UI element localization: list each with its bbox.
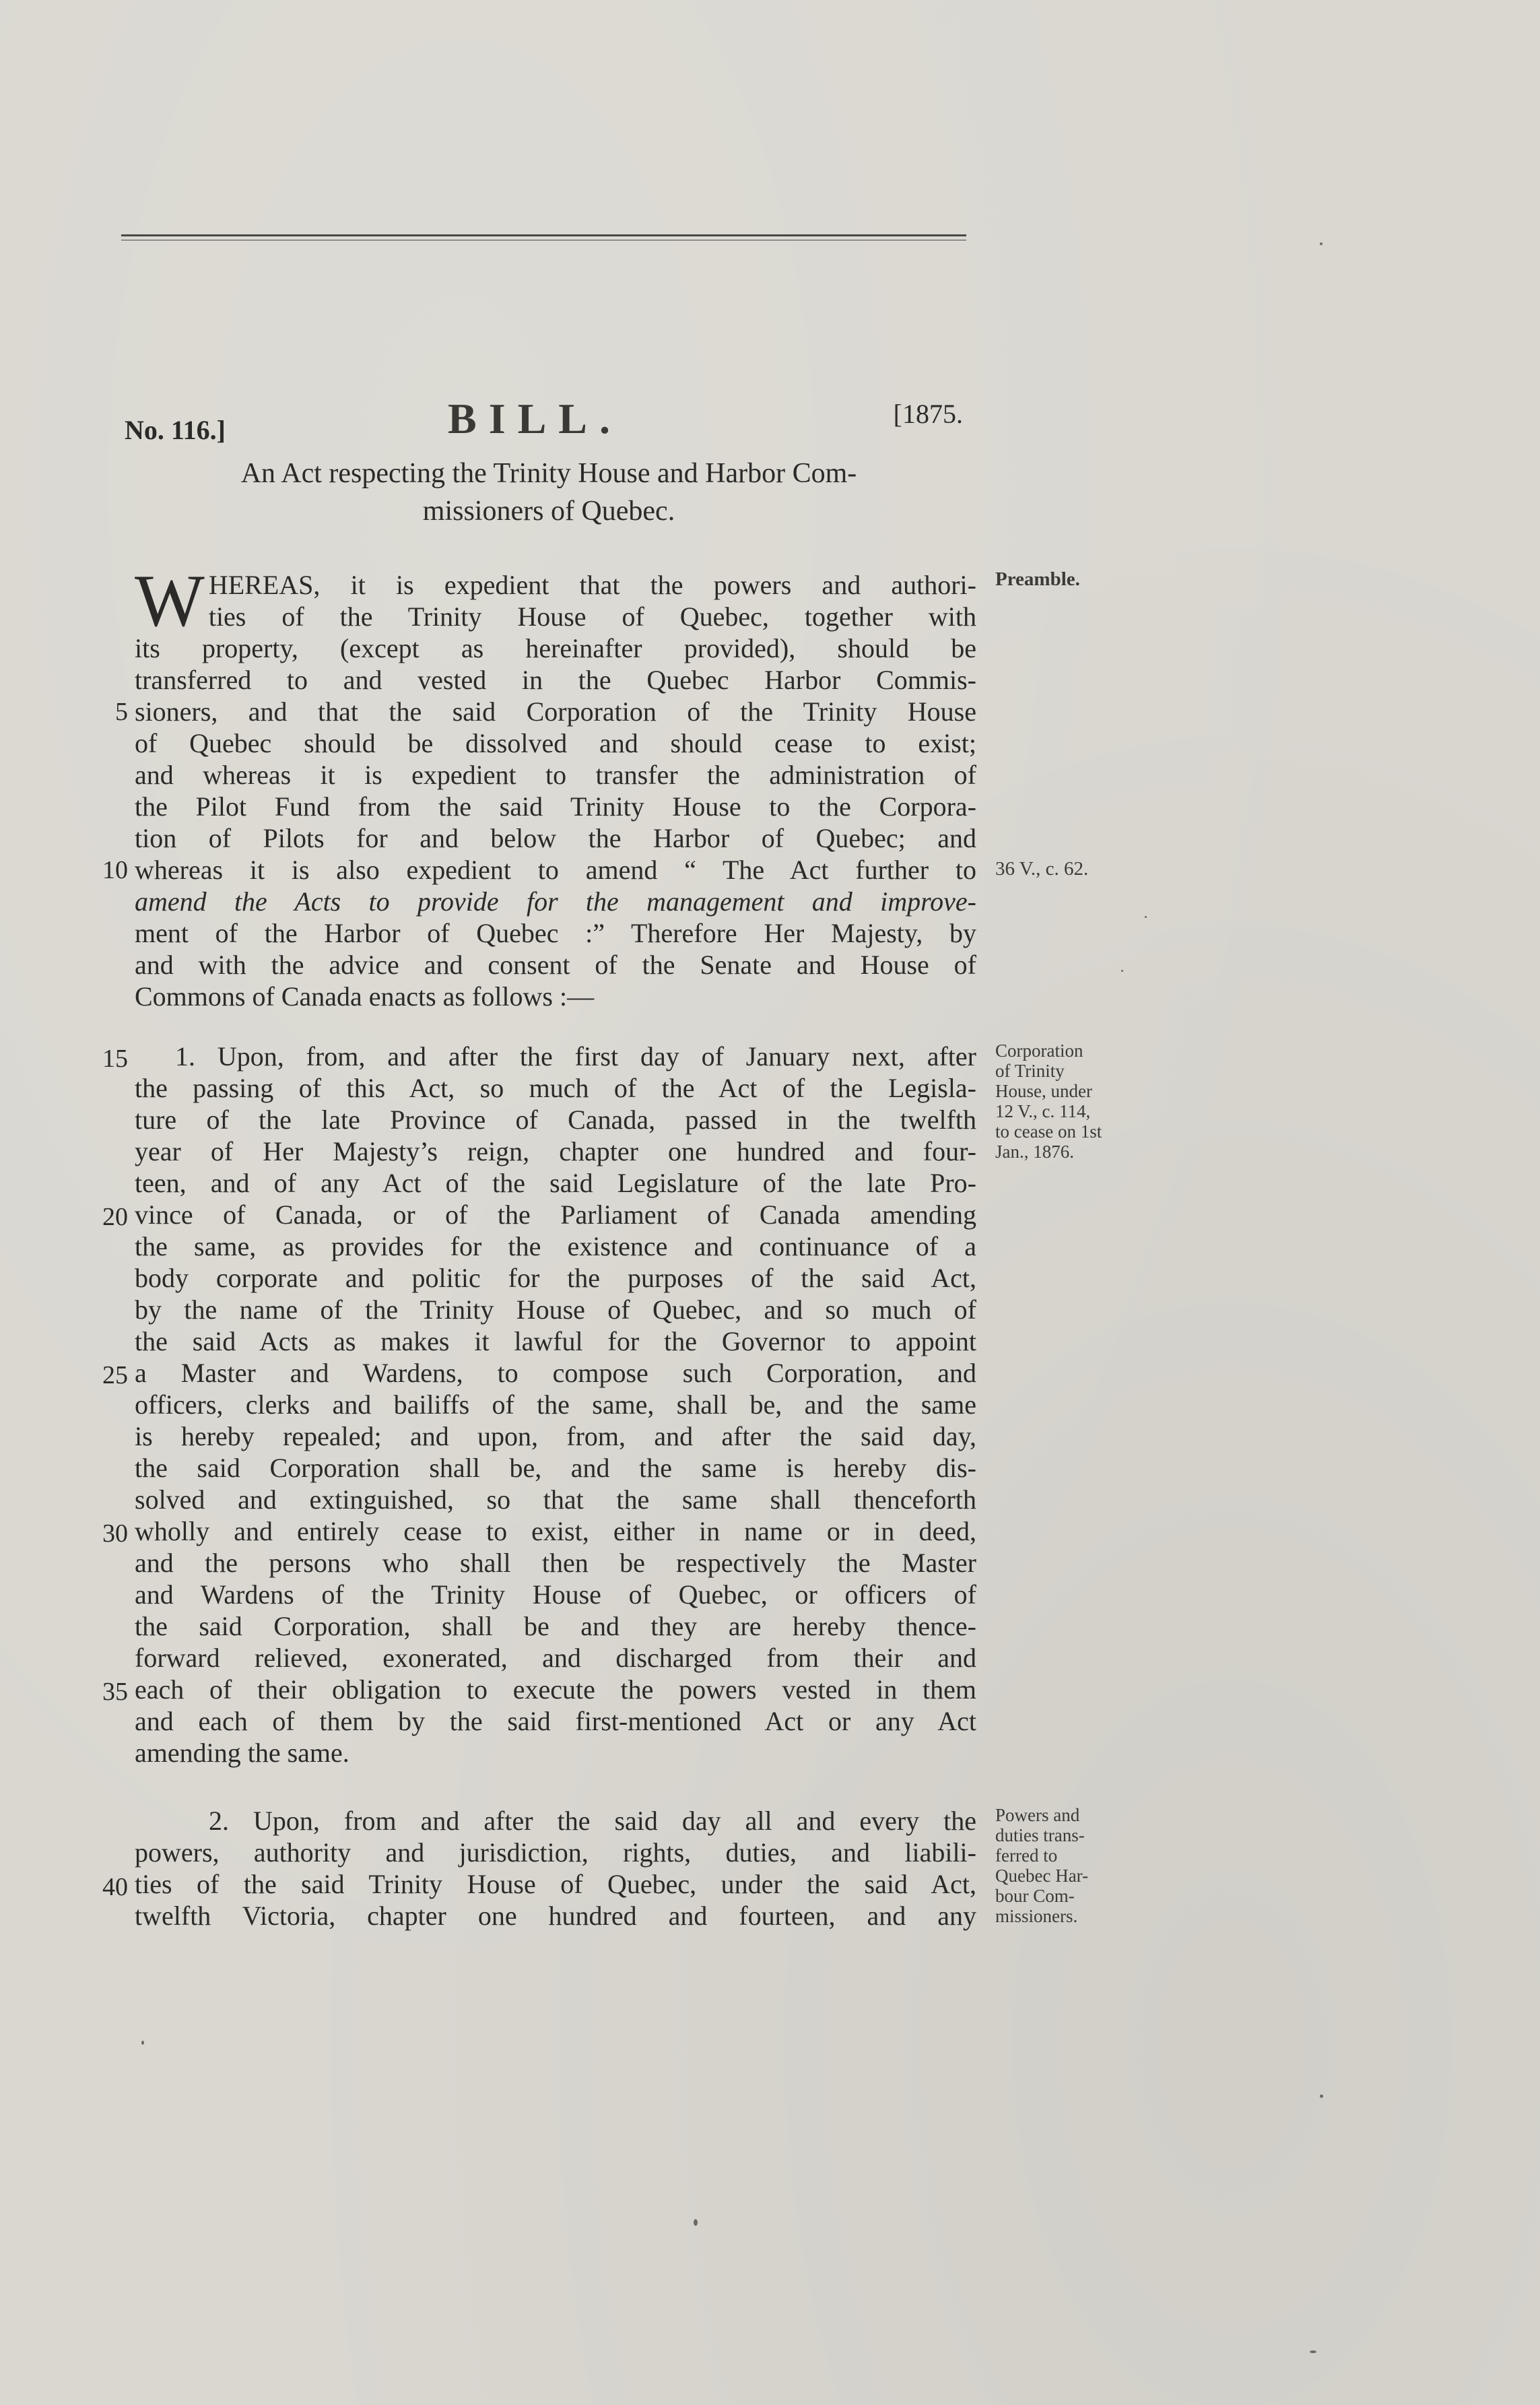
section-line: twelfth Victoria, chapter one hundred and fourteen, and any — [135, 1901, 976, 1931]
section-line: and each of them by the said first-mentioned Act or any Act — [135, 1706, 976, 1736]
line-number: 5 — [115, 698, 128, 726]
margin-note-line: 12 V., c. 114, — [995, 1101, 1091, 1121]
margin-note-preamble: Preamble. — [995, 568, 1080, 590]
act-title-line: An Act respecting the Trinity House and Harbor Com- — [240, 458, 857, 489]
section-line: and Wardens of the Trinity House of Quebec, or officers of — [135, 1579, 976, 1610]
line-number: 10 — [102, 856, 128, 884]
paper-speck — [1121, 970, 1123, 972]
preamble — [135, 560, 976, 1012]
section-line: 1. Upon, from, and after the first day of January next, after — [175, 1041, 976, 1072]
paper-speck — [1145, 916, 1147, 918]
section-line: year of Her Majesty’s reign, chapter one hundred and four- — [135, 1136, 976, 1166]
line-number: 25 — [102, 1361, 128, 1389]
line-number: 20 — [102, 1203, 128, 1231]
section-line: by the name of the Trinity House of Quebec, and so much of — [135, 1294, 976, 1325]
section-line: officers, clerks and bailiffs of the same, shall be, and the same — [135, 1389, 976, 1420]
margin-note-statute: 36 V., c. 62. — [995, 858, 1089, 880]
preamble-line: and whereas it is expedient to transfer the administration of — [135, 760, 976, 790]
line-number: 35 — [102, 1678, 128, 1706]
preamble-line: HEREAS, it is expedient that the powers and authori- — [208, 570, 976, 600]
margin-note-line: Quebec Har- — [995, 1866, 1089, 1886]
margin-note-line: Corporation — [995, 1041, 1083, 1061]
margin-note-powers — [995, 1805, 1150, 1926]
preamble-line: whereas it is also expedient to amend “ The Act further to — [135, 855, 976, 885]
bill-header — [125, 394, 973, 445]
preamble-line: ment of the Harbor of Quebec :” Therefore Her Majesty, by — [135, 918, 976, 948]
section-line: teen, and of any Act of the said Legislature of the late Pro- — [135, 1168, 976, 1198]
section-line: body corporate and politic for the purposes of the said Act, — [135, 1263, 976, 1293]
margin-note-line: of Trinity — [995, 1061, 1065, 1081]
section-line: a Master and Wardens, to compose such Corporation, and — [135, 1358, 976, 1388]
preamble-line: transferred to and vested in the Quebec Harbor Commis- — [135, 665, 976, 695]
section-line: powers, authority and jurisdiction, rights, duties, and liabili- — [135, 1837, 976, 1868]
preamble-line: and with the advice and consent of the Senate and House of — [135, 950, 976, 980]
margin-note-line: Jan., 1876. — [995, 1142, 1074, 1162]
line-number: 30 — [102, 1519, 128, 1548]
paper-speck — [1320, 242, 1323, 245]
section-line: vince of Canada, or of the Parliament of Canada amending — [135, 1199, 976, 1230]
section-line: wholly and entirely cease to exist, either in name or in deed, — [135, 1516, 976, 1546]
bill-year: [1875. — [893, 399, 963, 429]
preamble-line: tion of Pilots for and below the Harbor of Quebec; and — [135, 823, 976, 853]
preamble-line: of Quebec should be dissolved and should cease to exist; — [135, 728, 976, 758]
act-citation: amend the Acts to provide for the management and improve- — [135, 886, 976, 917]
preamble-line: its property, (except as hereinafter provided), should be — [135, 633, 976, 663]
section-line: solved and extinguished, so that the same shall thenceforth — [135, 1484, 976, 1515]
section-line: and the persons who shall then be respectively the Master — [135, 1548, 976, 1578]
section-line: forward relieved, exonerated, and discharged from their and — [135, 1643, 976, 1673]
section-line: ture of the late Province of Canada, passed in the twelfth — [135, 1105, 976, 1135]
margin-note-line: Powers and — [995, 1805, 1080, 1825]
margin-note-line: bour Com- — [995, 1886, 1075, 1906]
section-line: the said Acts as makes it lawful for the Governor to appoint — [135, 1326, 976, 1356]
section-line: each of their obligation to execute the powers vested in them — [135, 1674, 976, 1705]
margin-note-line: to cease on 1st — [995, 1121, 1102, 1142]
section-line: 2. Upon, from and after the said day all and every the — [209, 1806, 976, 1836]
section-1 — [135, 1041, 976, 1769]
preamble-line — [135, 886, 976, 917]
preamble-line: sioners, and that the said Corporation of the Trinity House — [135, 696, 976, 727]
section-line: is hereby repealed; and upon, from, and after the said day, — [135, 1421, 976, 1451]
section-line: the same, as provides for the existence and continuance of a — [135, 1231, 976, 1261]
section-line: ties of the said Trinity House of Quebec, under the said Act, — [135, 1869, 976, 1899]
margin-note-line: ferred to — [995, 1845, 1058, 1866]
line-number: 40 — [102, 1873, 128, 1901]
section-line: the said Corporation shall be, and the same is hereby dis- — [135, 1453, 976, 1483]
margin-note-line: missioners. — [995, 1906, 1078, 1926]
bill-label: BILL. — [448, 395, 622, 442]
section-line: the passing of this Act, so much of the Act of the Legisla- — [135, 1073, 976, 1103]
paper-speck — [141, 2041, 144, 2045]
line-number: 15 — [102, 1045, 128, 1073]
preamble-line: Commons of Canada enacts as follows :— — [135, 981, 595, 1012]
act-title-line: missioners of Quebec. — [422, 496, 675, 527]
preamble-line: ties of the Trinity House of Quebec, together with — [208, 601, 976, 632]
margin-note-line: House, under — [995, 1081, 1092, 1101]
paper-speck — [1310, 2350, 1316, 2353]
act-title — [125, 455, 973, 530]
top-rule — [121, 234, 966, 236]
margin-note-line: duties trans- — [995, 1825, 1085, 1845]
bill-number: No. 116.] — [125, 415, 226, 445]
section-2 — [135, 1805, 976, 1932]
section-line: the said Corporation, shall be and they are hereby thence- — [135, 1611, 976, 1641]
dropcap: W — [135, 560, 205, 642]
paper-speck — [1320, 2095, 1323, 2098]
preamble-line: the Pilot Fund from the said Trinity House to the Corpora- — [135, 791, 976, 822]
section-line: amending the same. — [135, 1738, 349, 1768]
paper-speck — [694, 2219, 698, 2226]
margin-note-corporation — [995, 1041, 1150, 1162]
